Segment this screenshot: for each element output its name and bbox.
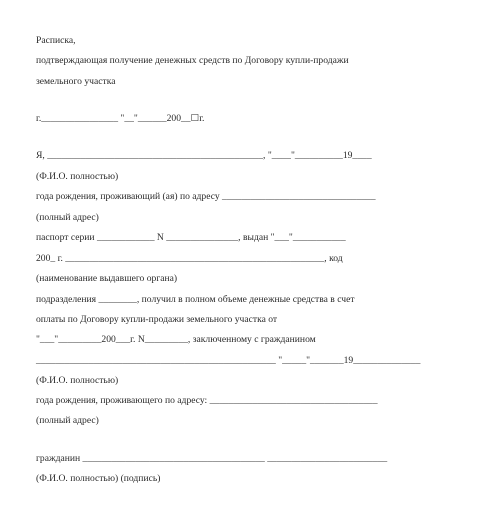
contract-date-line: "___"_________200___г. N_________, заключенному с гражданином <box>36 334 316 345</box>
buyer-address-caption: (полный адрес) <box>36 415 99 426</box>
passport-line: паспорт серии ____________ N _______________, выдан "___"___________ <box>36 232 346 243</box>
payee-name-caption: (Ф.И.О. полностью) <box>36 171 119 182</box>
issuing-authority-caption: (наименование выдавшего органа) <box>36 273 178 284</box>
signature-line: гражданин ______________________________________ _________________________ <box>36 453 388 464</box>
buyer-address-line: года рождения, проживающего по адресу: ___________________________________ <box>36 395 378 406</box>
contract-reference-line: оплаты по Договору купли-продажи земельного участка от <box>36 314 278 325</box>
payment-statement-line: подразделения ________, получил в полном объеме денежные средства в счет <box>36 294 355 305</box>
payee-name-line: Я, _____________________________________________, "____"__________19____ <box>36 150 372 161</box>
place-date-line: г.________________ "__"______200__☐г. <box>36 113 205 124</box>
document-subtitle-line-1: подтверждающая получение денежных средств по Договору купли-продажи <box>36 55 349 66</box>
document-subtitle-line-2: земельного участка <box>36 76 116 87</box>
payee-address-caption: (полный адрес) <box>36 212 99 223</box>
document-title: Расписка, <box>36 35 76 46</box>
buyer-name-line: __________________________________________________ "_____"_______19______________ <box>36 355 421 366</box>
buyer-name-caption: (Ф.И.О. полностью) <box>36 375 119 386</box>
signature-caption: (Ф.И.О. полностью) (подпись) <box>36 473 161 484</box>
payee-address-line: года рождения, проживающий (ая) по адресу ________________________________ <box>36 191 376 202</box>
passport-issue-line: 200_ г. ______________________________________________________, код <box>36 253 343 264</box>
